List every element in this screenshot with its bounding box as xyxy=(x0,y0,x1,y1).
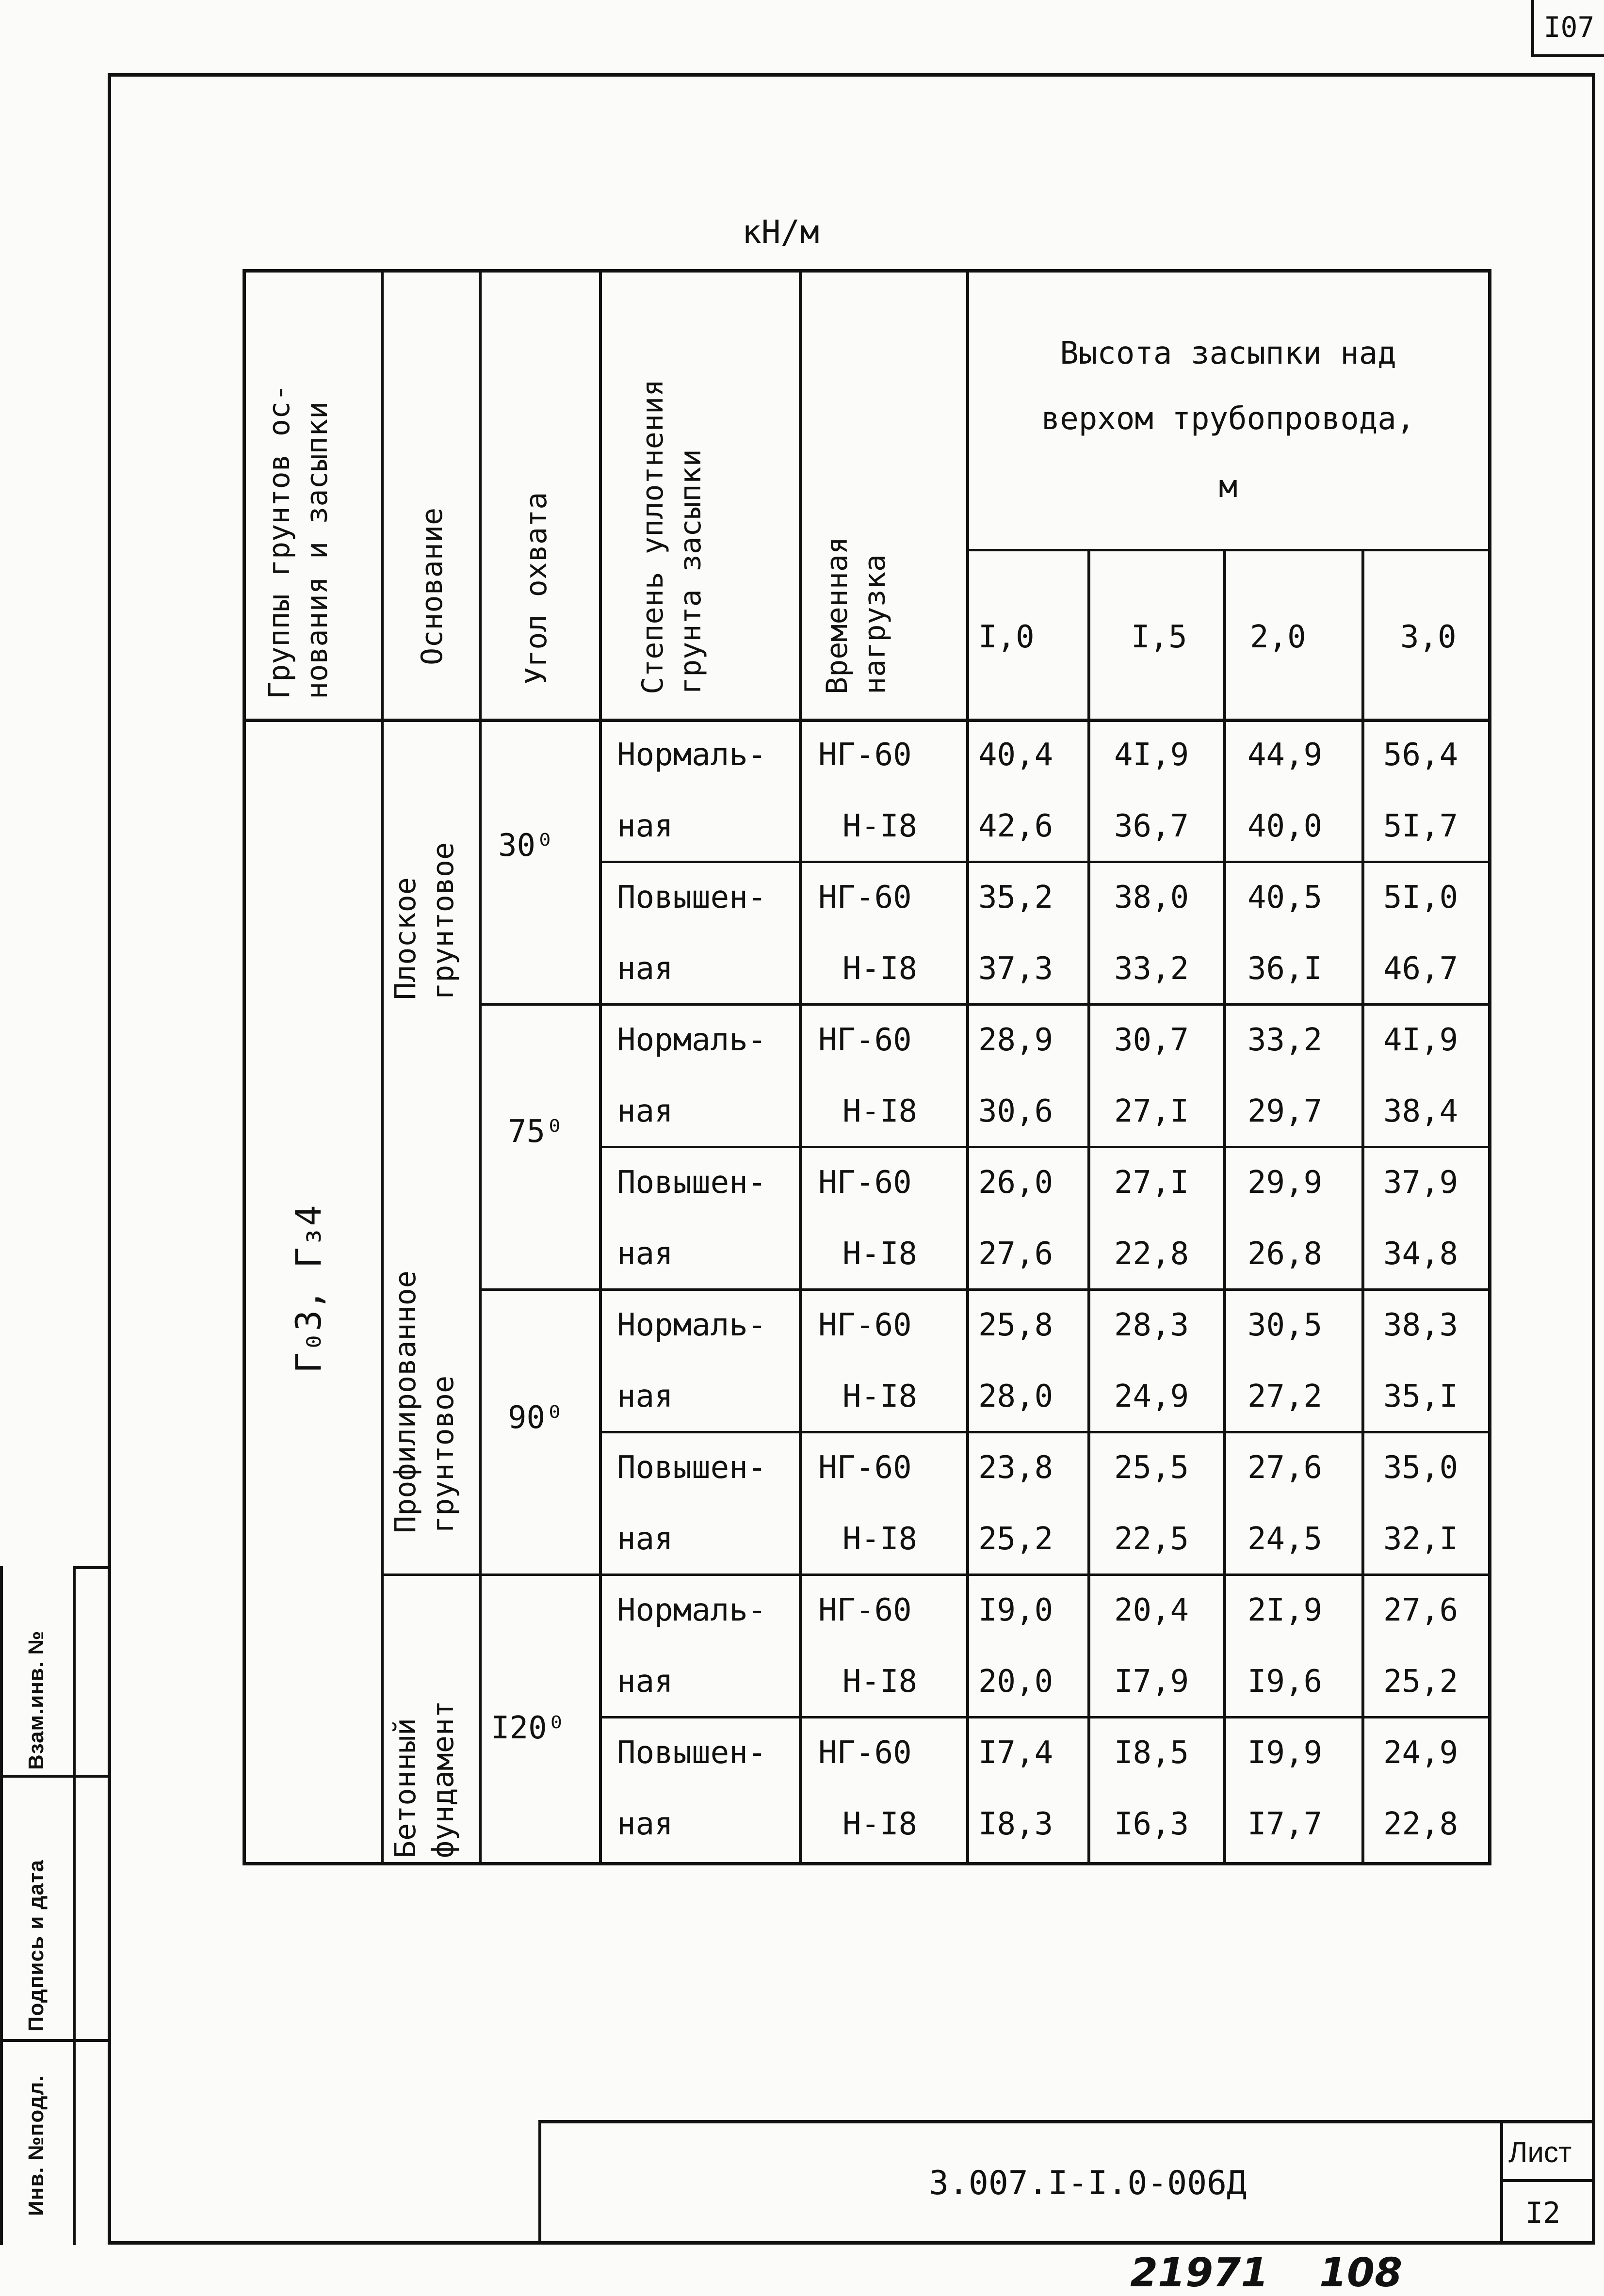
value-cell: 20,4 xyxy=(1114,1592,1189,1628)
value-cell: 20,0 xyxy=(978,1664,1053,1700)
height-1: I,0 xyxy=(978,619,1035,655)
value-cell: I8,3 xyxy=(978,1806,1053,1842)
value-cell: I7,4 xyxy=(978,1735,1053,1771)
title-block xyxy=(538,2120,1595,2245)
value-cell: 29,9 xyxy=(1248,1165,1323,1201)
value-cell: 26,0 xyxy=(978,1165,1053,1201)
value-cell: 22,5 xyxy=(1114,1521,1189,1557)
value-cell: 40,5 xyxy=(1248,880,1323,915)
load-label: НГ-60 xyxy=(818,737,912,773)
header-height-line1: Высота засыпки над xyxy=(1060,336,1396,371)
sheet-number: I2 xyxy=(1525,2196,1561,2230)
header-groups: Группы грунтов ос- нования и засыпки xyxy=(262,384,334,699)
side-stamp xyxy=(0,1566,108,2216)
header-height-line3: м xyxy=(1218,469,1238,505)
value-cell: 28,9 xyxy=(978,1022,1053,1058)
angle-75: 75⁰ xyxy=(508,1114,564,1150)
value-cell: 24,5 xyxy=(1248,1521,1323,1557)
value-cell: 40,4 xyxy=(978,737,1053,773)
stamp-line xyxy=(538,2123,541,2245)
value-cell: 25,2 xyxy=(1383,1664,1458,1700)
value-cell: I7,9 xyxy=(1114,1664,1189,1700)
value-cell: 34,8 xyxy=(1383,1236,1458,1272)
base-profiled: Профилированное грунтовое xyxy=(389,1270,460,1533)
sheet-label: Лист xyxy=(1508,2136,1572,2168)
value-cell: 38,3 xyxy=(1383,1307,1458,1343)
header-base: Основание xyxy=(415,507,449,665)
row-line xyxy=(381,1573,1490,1576)
value-cell: I7,7 xyxy=(1248,1806,1323,1842)
value-cell: 40,0 xyxy=(1248,808,1323,844)
value-cell: 27,2 xyxy=(1248,1379,1323,1414)
load-label: НГ-60 xyxy=(818,1022,912,1058)
doc-code: 3.007.I-I.0-006Д xyxy=(929,2164,1247,2202)
value-cell: 4I,9 xyxy=(1114,737,1189,773)
load-label: НГ-60 xyxy=(818,1165,912,1201)
value-cell: I9,9 xyxy=(1248,1735,1323,1771)
load-label: Н-I8 xyxy=(843,1236,918,1272)
row-line xyxy=(966,549,1490,551)
value-cell: 33,2 xyxy=(1248,1022,1323,1058)
value-cell: 37,3 xyxy=(978,951,1053,987)
value-cell: 56,4 xyxy=(1383,737,1458,773)
value-cell: 36,7 xyxy=(1114,808,1189,844)
load-label: НГ-60 xyxy=(818,1592,912,1628)
value-cell: 30,5 xyxy=(1248,1307,1323,1343)
value-cell: 25,8 xyxy=(978,1307,1053,1343)
value-cell: 27,I xyxy=(1114,1093,1189,1129)
load-label: НГ-60 xyxy=(818,1735,912,1771)
compaction-label: ная xyxy=(617,1379,673,1414)
compaction-label: Нормаль- xyxy=(617,1307,767,1343)
value-cell: 46,7 xyxy=(1383,951,1458,987)
compaction-label: ная xyxy=(617,1664,673,1700)
loads-table xyxy=(243,269,1491,1865)
row-line xyxy=(599,1146,1490,1148)
value-cell: I8,5 xyxy=(1114,1735,1189,1771)
height-2: I,5 xyxy=(1131,619,1187,655)
value-cell: 44,9 xyxy=(1248,737,1323,773)
value-cell: 4I,9 xyxy=(1383,1022,1458,1058)
value-cell: 27,6 xyxy=(1248,1450,1323,1486)
side-line xyxy=(0,1566,3,2245)
value-cell: I9,0 xyxy=(978,1592,1053,1628)
compaction-label: ная xyxy=(617,951,673,987)
value-cell: 23,8 xyxy=(978,1450,1053,1486)
header-angle: Угол охвата xyxy=(519,492,553,685)
header-compaction: Степень уплотнения грунта засыпки xyxy=(636,379,708,694)
value-cell: 35,0 xyxy=(1383,1450,1458,1486)
col-line xyxy=(381,273,384,1863)
row-line xyxy=(599,1431,1490,1433)
load-label: Н-I8 xyxy=(843,951,918,987)
height-4: 3,0 xyxy=(1400,619,1457,655)
handwritten-number-2: 108 xyxy=(1319,2250,1403,2296)
load-label: НГ-60 xyxy=(818,1307,912,1343)
compaction-label: Нормаль- xyxy=(617,1022,767,1058)
value-cell: 28,0 xyxy=(978,1379,1053,1414)
value-cell: 27,6 xyxy=(978,1236,1053,1272)
stamp-line xyxy=(1500,2123,1503,2245)
value-cell: 37,9 xyxy=(1383,1165,1458,1201)
value-cell: 5I,0 xyxy=(1383,880,1458,915)
value-cell: 38,4 xyxy=(1383,1093,1458,1129)
value-cell: 29,7 xyxy=(1248,1093,1323,1129)
row-line xyxy=(599,861,1490,863)
base-flat: Плоское грунтовое xyxy=(389,842,460,1000)
value-cell: 25,5 xyxy=(1114,1450,1189,1486)
base-concrete: Бетонный фундамент xyxy=(389,1700,460,1858)
load-label: Н-I8 xyxy=(843,1093,918,1129)
row-line xyxy=(479,1288,1490,1291)
compaction-label: Повышен- xyxy=(617,880,767,915)
compaction-label: ная xyxy=(617,1093,673,1129)
load-label: НГ-60 xyxy=(818,880,912,915)
load-label: Н-I8 xyxy=(843,808,918,844)
col-line xyxy=(1361,549,1364,1863)
side-line xyxy=(73,1566,108,1569)
load-label: Н-I8 xyxy=(843,1521,918,1557)
col-line xyxy=(1087,549,1090,1863)
compaction-label: Повышен- xyxy=(617,1450,767,1486)
unit-label: кН/м xyxy=(742,213,819,251)
header-height-line2: верхом трубопровода, xyxy=(1041,401,1415,437)
value-cell: 5I,7 xyxy=(1383,808,1458,844)
group-label: Г₀3, Г₃4 xyxy=(288,1205,329,1373)
load-label: НГ-60 xyxy=(818,1450,912,1486)
compaction-label: Повышен- xyxy=(617,1735,767,1771)
value-cell: 32,I xyxy=(1383,1521,1458,1557)
value-cell: 26,8 xyxy=(1248,1236,1323,1272)
value-cell: 35,2 xyxy=(978,880,1053,915)
compaction-label: ная xyxy=(617,1236,673,1272)
row-line xyxy=(246,719,1490,722)
value-cell: 27,6 xyxy=(1383,1592,1458,1628)
side-line xyxy=(0,1775,108,1778)
col-line xyxy=(799,273,802,1863)
value-cell: 28,3 xyxy=(1114,1307,1189,1343)
load-label: Н-I8 xyxy=(843,1379,918,1414)
angle-90: 90⁰ xyxy=(508,1400,564,1436)
value-cell: 35,I xyxy=(1383,1379,1458,1414)
value-cell: 30,6 xyxy=(978,1093,1053,1129)
compaction-label: Повышен- xyxy=(617,1165,767,1201)
row-line xyxy=(599,1716,1490,1718)
value-cell: 30,7 xyxy=(1114,1022,1189,1058)
value-cell: 25,2 xyxy=(978,1521,1053,1557)
side-line xyxy=(73,1566,76,2245)
value-cell: 36,I xyxy=(1248,951,1323,987)
height-3: 2,0 xyxy=(1250,619,1306,655)
header-load: Временная нагрузка xyxy=(820,536,892,694)
value-cell: 22,8 xyxy=(1383,1806,1458,1842)
value-cell: 24,9 xyxy=(1114,1379,1189,1414)
load-label: Н-I8 xyxy=(843,1664,918,1700)
col-line xyxy=(966,273,969,1863)
handwritten-number-1: 21971 xyxy=(1130,2250,1269,2296)
compaction-label: Нормаль- xyxy=(617,1592,767,1628)
value-cell: 24,9 xyxy=(1383,1735,1458,1771)
angle-30: 30⁰ xyxy=(498,828,554,864)
value-cell: I6,3 xyxy=(1114,1806,1189,1842)
row-line xyxy=(479,1003,1490,1006)
compaction-label: ная xyxy=(617,808,673,844)
compaction-label: ная xyxy=(617,1806,673,1842)
value-cell: 2I,9 xyxy=(1248,1592,1323,1628)
value-cell: 42,6 xyxy=(978,808,1053,844)
side-line xyxy=(0,2039,108,2042)
side-inv-podl: Инв. №подл. xyxy=(24,2075,48,2216)
col-line xyxy=(599,273,602,1863)
value-cell: 33,2 xyxy=(1114,951,1189,987)
load-label: Н-I8 xyxy=(843,1806,918,1842)
value-cell: 38,0 xyxy=(1114,880,1189,915)
col-line xyxy=(1223,549,1226,1863)
side-vzam: Взам.инв. № xyxy=(24,1630,48,1770)
col-line xyxy=(479,273,482,1863)
value-cell: I9,6 xyxy=(1248,1664,1323,1700)
side-podpis: Подпись и дата xyxy=(24,1860,48,2032)
angle-120: I20⁰ xyxy=(491,1710,566,1746)
value-cell: 22,8 xyxy=(1114,1236,1189,1272)
compaction-label: ная xyxy=(617,1521,673,1557)
page-number: I07 xyxy=(1531,0,1604,57)
compaction-label: Нормаль- xyxy=(617,737,767,773)
value-cell: 27,I xyxy=(1114,1165,1189,1201)
stamp-line xyxy=(1500,2179,1592,2182)
